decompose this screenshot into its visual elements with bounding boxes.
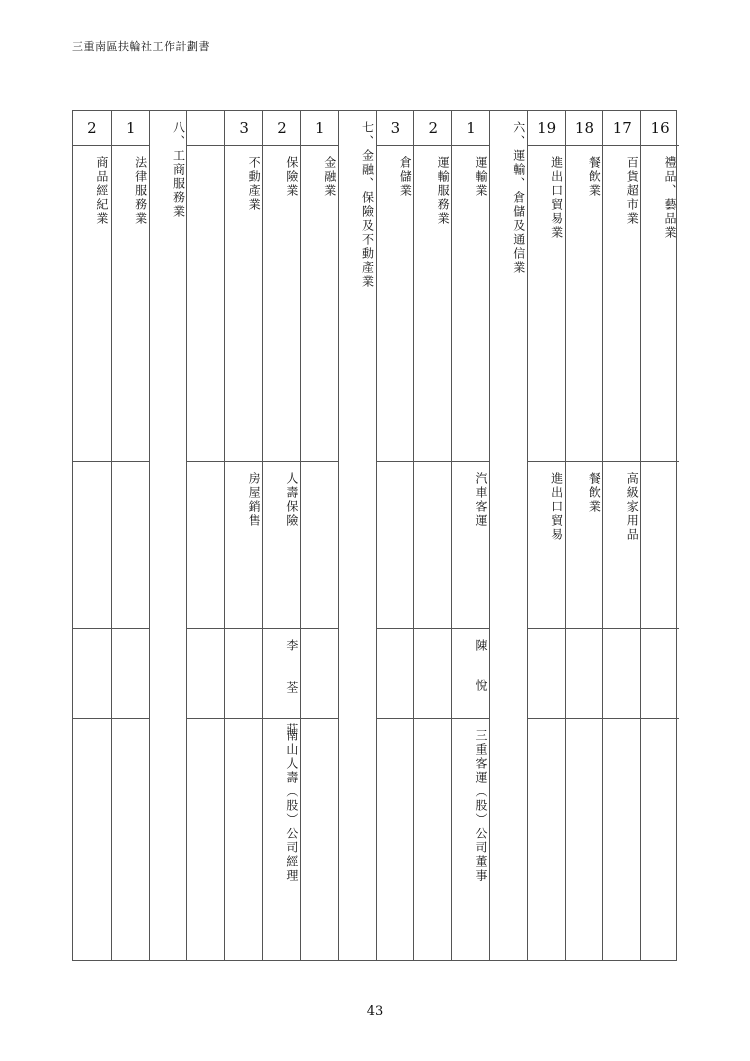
member-title: 南山人壽（股）公司經理 xyxy=(284,729,299,883)
category-cell xyxy=(566,145,604,461)
member-name-cell xyxy=(73,628,111,718)
member-name-cell xyxy=(377,628,415,718)
number-cell xyxy=(225,111,263,145)
category-label: 運輸服務業 xyxy=(436,156,451,226)
item-cell xyxy=(603,461,641,628)
member-title-cell xyxy=(414,718,452,962)
item-cell xyxy=(377,461,415,628)
industry-column xyxy=(111,111,150,960)
item-cell xyxy=(301,461,339,628)
item-cell xyxy=(452,461,490,628)
item-label: 餐飲業 xyxy=(587,472,602,514)
member-name-cell xyxy=(187,628,225,718)
member-name-cell xyxy=(641,628,679,718)
number-cell xyxy=(603,111,641,145)
item-number: 2 xyxy=(277,119,287,137)
industry-column xyxy=(527,111,566,960)
item-label: 人壽保險 xyxy=(284,472,299,528)
item-label: 房屋銷售 xyxy=(247,472,262,528)
section-header-column xyxy=(149,111,188,960)
member-title-cell xyxy=(301,718,339,962)
category-label: 百貨超市業 xyxy=(625,156,640,226)
category-cell xyxy=(263,145,301,461)
category-cell xyxy=(301,145,339,461)
item-number: 2 xyxy=(428,119,438,137)
member-title-cell xyxy=(112,718,150,962)
category-cell xyxy=(187,145,225,461)
category-cell xyxy=(641,145,679,461)
member-name-cell xyxy=(414,628,452,718)
page-number: 43 xyxy=(366,1004,384,1019)
category-cell xyxy=(112,145,150,461)
category-cell xyxy=(73,145,111,461)
member-name-cell xyxy=(603,628,641,718)
section-title: 六、運輸、倉儲及通信業 xyxy=(511,121,526,275)
category-cell xyxy=(225,145,263,461)
item-number: 19 xyxy=(537,119,557,137)
item-cell xyxy=(225,461,263,628)
category-label: 進出口貿易業 xyxy=(549,156,564,240)
number-cell xyxy=(263,111,301,145)
item-cell xyxy=(112,461,150,628)
industry-column xyxy=(186,111,225,960)
category-cell xyxy=(603,145,641,461)
industry-column xyxy=(376,111,415,960)
industry-column xyxy=(224,111,263,960)
member-name-cell xyxy=(566,628,604,718)
item-number: 17 xyxy=(612,119,632,137)
category-label: 不動產業 xyxy=(247,156,262,212)
member-title-cell xyxy=(452,718,490,962)
member-name: 李 荃 莊 xyxy=(284,639,299,743)
item-number: 18 xyxy=(574,119,595,137)
number-cell xyxy=(566,111,604,145)
category-cell xyxy=(528,145,566,461)
category-cell xyxy=(452,145,490,461)
member-title-cell xyxy=(225,718,263,962)
section-title: 七、金融、保險及不動產業 xyxy=(360,121,375,289)
item-cell xyxy=(528,461,566,628)
industry-column xyxy=(73,111,111,960)
member-name-cell xyxy=(528,628,566,718)
item-label: 進出口貿易 xyxy=(549,472,564,542)
section-title: 八、工商服務業 xyxy=(171,121,186,219)
category-cell xyxy=(414,145,452,461)
category-label: 餐飲業 xyxy=(587,156,602,198)
item-cell xyxy=(263,461,301,628)
item-cell xyxy=(566,461,604,628)
industry-column xyxy=(413,111,452,960)
category-label: 金融業 xyxy=(322,156,337,198)
item-number: 16 xyxy=(650,119,670,137)
category-label: 法律服務業 xyxy=(133,156,148,226)
number-cell xyxy=(301,111,339,145)
number-cell xyxy=(73,111,111,145)
industry-column xyxy=(300,111,339,960)
member-name: 陳 悅 xyxy=(473,639,488,699)
item-number: 3 xyxy=(239,119,249,137)
item-label: 汽車客運 xyxy=(473,472,488,528)
item-cell xyxy=(187,461,225,628)
member-title-cell xyxy=(641,718,679,962)
number-cell xyxy=(452,111,490,145)
number-cell xyxy=(414,111,452,145)
member-title-cell xyxy=(187,718,225,962)
item-number: 1 xyxy=(315,119,325,137)
number-cell xyxy=(112,111,150,145)
item-label: 高級家用品 xyxy=(625,472,640,542)
industry-column xyxy=(262,111,301,960)
member-title-cell xyxy=(603,718,641,962)
category-cell xyxy=(377,145,415,461)
item-cell xyxy=(641,461,679,628)
category-label: 倉儲業 xyxy=(398,156,413,198)
member-name-cell xyxy=(112,628,150,718)
number-cell xyxy=(528,111,566,145)
item-number: 3 xyxy=(390,119,401,137)
industry-column xyxy=(602,111,641,960)
member-title: 三重客運（股）公司董事 xyxy=(473,729,488,883)
member-title-cell xyxy=(528,718,566,962)
category-label: 商品經紀業 xyxy=(94,156,109,226)
item-number: 2 xyxy=(87,119,97,137)
section-header-column xyxy=(489,111,528,960)
member-title-cell xyxy=(263,718,301,962)
member-name-cell xyxy=(301,628,339,718)
industry-column xyxy=(451,111,490,960)
number-cell xyxy=(187,111,225,145)
number-cell xyxy=(641,111,679,145)
category-label: 運輸業 xyxy=(473,156,488,198)
item-number: 1 xyxy=(466,119,476,137)
item-cell xyxy=(414,461,452,628)
member-name-cell xyxy=(263,628,301,743)
member-name-cell xyxy=(452,628,490,718)
industry-column xyxy=(640,111,679,960)
classification-table xyxy=(72,110,677,961)
item-cell xyxy=(73,461,111,628)
item-number xyxy=(187,111,225,145)
industry-column xyxy=(565,111,604,960)
member-name-cell xyxy=(225,628,263,718)
document-header: 三重南區扶輪社工作計劃書 xyxy=(72,40,210,53)
item-number: 1 xyxy=(125,119,136,137)
member-title-cell xyxy=(566,718,604,962)
category-label: 禮品、藝品業 xyxy=(663,156,677,240)
member-title-cell xyxy=(73,718,111,962)
category-label: 保險業 xyxy=(284,156,299,198)
member-title-cell xyxy=(377,718,415,962)
section-header-column xyxy=(338,111,377,960)
number-cell xyxy=(377,111,415,145)
